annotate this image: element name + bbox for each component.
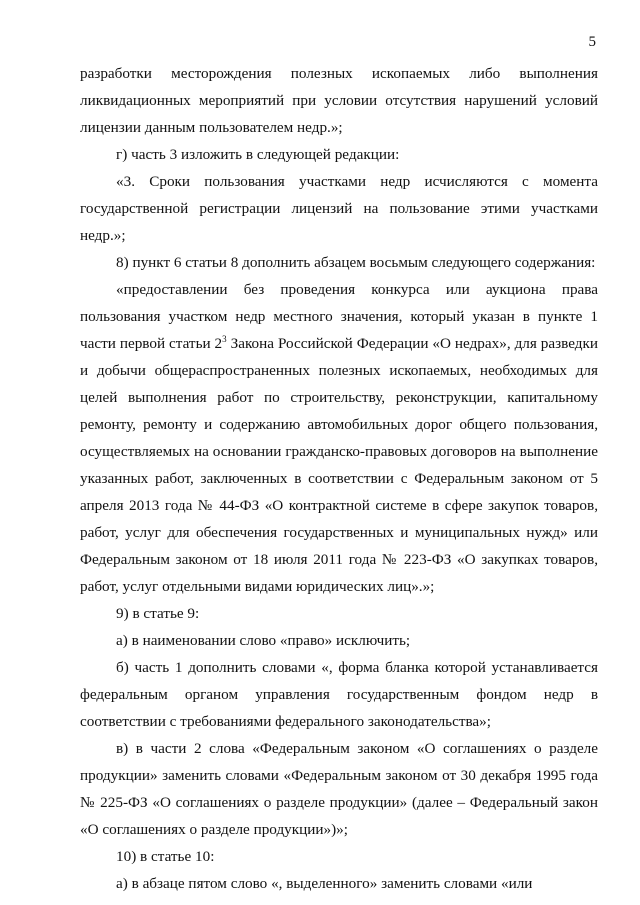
superscript-3: 3 (222, 334, 227, 344)
paragraph-text-after-superscript: Закона Российской Федерации «О недрах», для разведки и добычи общераспространенных полезных ископаемых, необходимых для целей выполнения работ по строительству, реконструкции, капитальному ремонту, ремонту и содержанию автомобильных дорог общего пользования, осуществляемых на основании гражданско-правовых договоров на выполнение указанных работ, заключенных в соответствии с Федеральным законом от 5 апреля 2013 года № 44-ФЗ «О контрактной системе в сфере закупок товаров, работ, услуг для обеспечения государственных и муниципальных нужд» или Федеральным законом от 18 июля 2011 года № 223-ФЗ «О закупках товаров, работ, услуг отдельными видами юридических лиц».»; (80, 335, 598, 595)
paragraph-item-9a: а) в наименовании слово «право» исключить; (116, 632, 411, 649)
paragraph-item-10: 10) в статье 10: (116, 848, 215, 865)
paragraph-item-10a: а) в абзаце пятом слово «, выделенного» заменить словами «или (116, 875, 533, 892)
paragraph-text-before-superscript: «предоставлении без проведения конкурса или аукциона права пользования участком недр местного значения, который указан в пункте 1 части первой статьи 2 (80, 281, 598, 352)
paragraph-item-8-text (80, 276, 598, 600)
paragraph-item-8: 8) пункт 6 статьи 8 дополнить абзацем восьмым следующего содержания: (116, 254, 596, 271)
paragraph-item-9: 9) в статье 9: (116, 605, 200, 622)
page-number: 5 (588, 34, 596, 50)
paragraph-item-9v: в) в части 2 слова «Федеральным законом «О соглашениях о разделе продукции» заменить словами «Федеральным законом от 30 декабря 1995 года № 225-ФЗ «О соглашениях о разделе продукции» (далее – Федеральный закон «О соглашениях о разделе продукции»)»; (80, 740, 598, 838)
paragraph-item-g: г) часть 3 изложить в следующей редакции: (116, 146, 400, 163)
paragraph-continuation: разработки месторождения полезных ископаемых либо выполнения ликвидационных мероприятий при условии отсутствия нарушений условий лицензии данным пользователем недр.»; (80, 65, 598, 136)
document-body (80, 60, 598, 897)
paragraph-part-3-text: «3. Сроки пользования участками недр исчисляются с момента государственной регистрации лицензий на пользование этими участками недр.»; (80, 173, 598, 244)
paragraph-item-9b: б) часть 1 дополнить словами «, форма бланка которой устанавливается федеральным органом управления государственным фондом недр в соответствии с требованиями федерального законодательства»; (80, 659, 598, 730)
